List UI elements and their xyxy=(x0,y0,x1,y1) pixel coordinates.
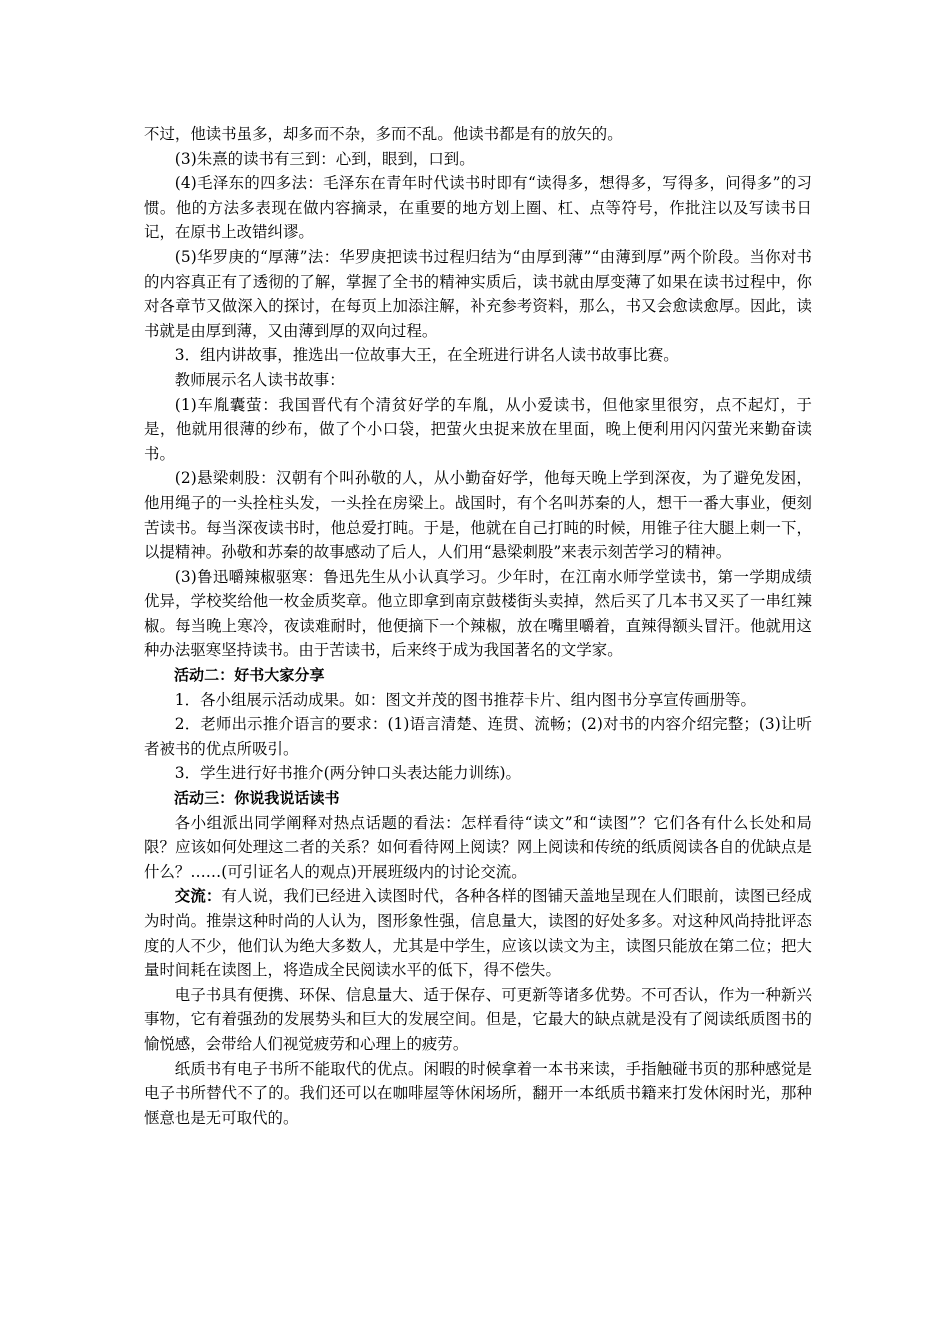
exchange-label: 交流： xyxy=(174,887,222,906)
paragraph-story-chelin: (1)车胤囊萤：我国晋代有个清贫好学的车胤，从小爱读书，但他家里很穷，点不起灯，于是，他就用很薄的纱布，做了个小口袋，把萤火虫捉来放在里面，晚上便利用闪闪萤光来勤奋读书。 xyxy=(144,395,812,463)
paragraph-activity-two-item-1: 1．各小组展示活动成果。如：图文并茂的图书推荐卡片、组内图书分享宣传画册等。 xyxy=(174,690,756,709)
paragraph-activity-three-intro: 各小组派出同学阐释对热点话题的看法：怎样看待“读文”和“读图”？它们各有什么长处和局限？应该如何处理这二者的关系？如何看待网上阅读？网上阅读和传统的纸质阅读各自的优缺点是什么？……(可引证名人的观点)开展班级内的讨论交流。 xyxy=(144,813,812,881)
paragraph-exchange xyxy=(144,884,812,982)
paragraph-teacher-stories-intro: 教师展示名人读书故事： xyxy=(174,370,345,389)
paragraph-maozedong-method: (4)毛泽东的四多法：毛泽东在青年时代读书时即有“读得多，想得多，写得多，问得多”的习惯。他的方法多表现在做内容摘录，在重要的地方划上圈、杠、点等符号，作批注以及写读书日记，在原书上改错纠谬。 xyxy=(144,174,812,242)
heading-activity-three: 活动三：你说我说话读书 xyxy=(174,789,340,808)
paragraph-continuation: 不过，他读书虽多，却多而不杂，多而不乱。他读书都是有的放矢的。 xyxy=(144,125,623,143)
heading-activity-two: 活动二：好书大家分享 xyxy=(174,666,325,685)
paragraph-hualuogeng-method: (5)华罗庚的“厚薄”法：华罗庚把读书过程归结为“由厚到薄”“由薄到厚”两个阶段。当你对书的内容真正有了透彻的了解，掌握了全书的精神实质后，读书就由厚变薄了如果在读书过程中，你对各章节又做深入的探讨，在每页上加添注解，补充参考资料，那么，书又会愈读愈厚。因此，读书就是由厚到薄，又由薄到厚的双向过程。 xyxy=(144,247,812,340)
paragraph-activity-two-item-2: 2．老师出示推介语言的要求：(1)语言清楚、连贯、流畅；(2)对书的内容介绍完整；(3)让听者被书的优点所吸引。 xyxy=(144,715,812,758)
paragraph-activity-two-item-3: 3．学生进行好书推介(两分钟口头表达能力训练)。 xyxy=(174,764,522,783)
paragraph-zhuxi-method: (3)朱熹的读书有三到：心到，眼到，口到。 xyxy=(174,149,475,168)
paragraph-paper-book: 纸质书有电子书所不能取代的优点。闲暇的时候拿着一本书来读，手指触碰书页的那种感觉是电子书所替代不了的。我们还可以在咖啡屋等休闲场所，翻开一本纸质书籍来打发休闲时光，那种惬意也是无可取代的。 xyxy=(144,1059,812,1127)
paragraph-story-luxun: (3)鲁迅嚼辣椒驱寒：鲁迅先生从小认真学习。少年时，在江南水师学堂读书，第一学期成绩优异，学校奖给他一枚金质奖章。他立即拿到南京鼓楼街头卖掉，然后买了几本书又买了一串红辣椒。每当晚上寒冷，夜读难耐时，他便摘下一个辣椒，放在嘴里嚼着，直辣得额头冒汗。他就用这种办法驱寒坚持读书。由于苦读书，后来终于成为我国著名的文学家。 xyxy=(144,567,812,660)
document-page xyxy=(144,122,812,1130)
paragraph-story-xuanliang: (2)悬梁刺股：汉朝有个叫孙敬的人，从小勤奋好学，他每天晚上学到深夜，为了避免发困，他用绳子的一头拴柱头发，一头拴在房梁上。战国时，有个名叫苏秦的人，想干一番大事业，便刻苦读书。每当深夜读书时，他总爱打盹。于是，他就在自己打盹的时候，用锥子往大腿上刺一下，以提精神。孙敬和苏秦的故事感动了后人，人们用“悬梁刺股”来表示刻苦学习的精神。 xyxy=(144,469,812,562)
paragraph-ebook: 电子书具有便携、环保、信息量大、适于保存、可更新等诸多优势。不可否认，作为一种新兴事物，它有着强劲的发展势头和巨大的发展空间。但是，它最大的缺点就是没有了阅读纸质图书的愉悦感，会带给人们视觉疲劳和心理上的疲劳。 xyxy=(144,985,812,1053)
exchange-text: 有人说，我们已经进入读图时代，各种各样的图铺天盖地呈现在人们眼前，读图已经成为时尚。推崇这种时尚的人认为，图形象性强，信息量大，读图的好处多多。对这种风尚持批评态度的人不少，他们认为绝大多数人，尤其是中学生，应该以读文为主，读图只能放在第二位；把大量时间耗在读图上，将造成全民阅读水平的低下，得不偿失。 xyxy=(144,887,812,980)
paragraph-story-contest: 3．组内讲故事，推选出一位故事大王，在全班进行讲名人读书故事比赛。 xyxy=(174,346,679,365)
